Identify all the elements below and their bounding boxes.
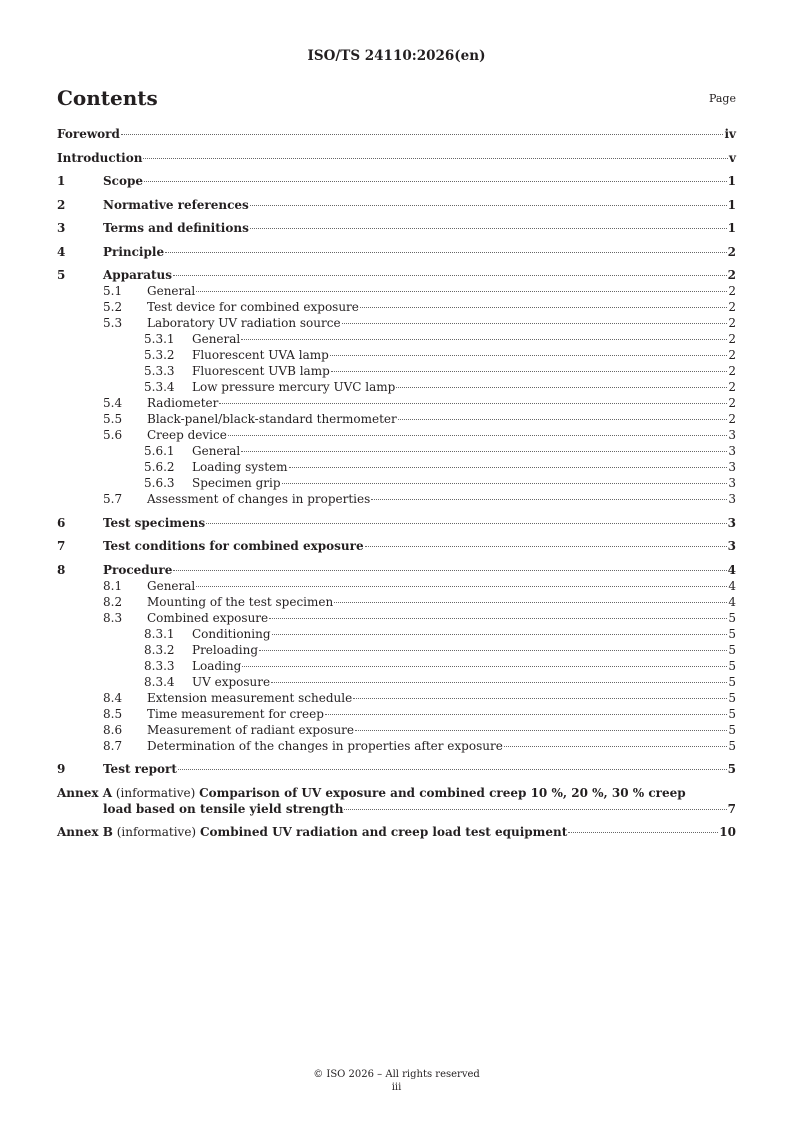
toc-entry-page: 2 <box>728 316 736 330</box>
toc-entry-page: 5 <box>728 674 736 689</box>
toc-subsubentry[interactable] <box>57 363 736 379</box>
toc-subentry[interactable] <box>57 315 736 331</box>
annex-id: Annex A <box>57 785 113 800</box>
toc-entry-number: 5.7 <box>103 492 123 506</box>
leader-dots <box>144 181 727 182</box>
toc-entry-label: Measurement of radiant exposure <box>147 722 355 737</box>
leader-dots <box>269 618 727 619</box>
toc-entry-label: Loading system <box>192 460 288 474</box>
toc-entry-number: 8.3 <box>103 610 123 625</box>
toc-entry-test-specimens[interactable] <box>57 515 736 531</box>
toc-entry-page: 2 <box>728 412 736 426</box>
toc-entry-procedure[interactable] <box>57 562 736 578</box>
leader-dots <box>504 746 728 747</box>
leader-dots <box>271 682 727 683</box>
annex-id: Annex B <box>57 825 113 839</box>
toc-entry-number: 5.2 <box>103 300 123 314</box>
toc-entry-number: 5.1 <box>103 284 123 298</box>
toc-entry-number: 5.6.1 <box>144 444 175 458</box>
toc-entry-number: 3 <box>57 221 66 235</box>
toc-entry-page: 5 <box>728 642 736 657</box>
leader-dots <box>568 832 718 833</box>
toc-entry-annex-b[interactable] <box>57 824 736 840</box>
toc-entry-number: 5.6 <box>103 428 123 442</box>
toc-entry-page: 3 <box>728 444 736 458</box>
toc-entry-label: Test device for combined exposure <box>147 300 359 314</box>
leader-dots <box>219 403 727 404</box>
toc-entry-number: 8.1 <box>103 578 123 593</box>
toc-entry-label: Black-panel/black-standard thermometer <box>147 412 397 426</box>
leader-dots <box>173 570 726 571</box>
toc-entry-page: 5 <box>728 706 736 721</box>
toc-entry-number: 5 <box>57 268 66 282</box>
leader-dots <box>282 483 728 484</box>
leader-dots <box>325 714 727 715</box>
toc-entry-test-report[interactable] <box>57 761 736 777</box>
toc-entry-label: Radiometer <box>147 396 219 410</box>
toc-entry-page: 2 <box>727 244 736 259</box>
toc-entry-number: 2 <box>57 197 66 212</box>
toc-entry-page: 5 <box>728 658 736 673</box>
toc-subentry[interactable] <box>57 610 736 626</box>
toc-subsubentry[interactable] <box>57 626 736 642</box>
annex-type: (informative) <box>115 785 196 800</box>
toc-subsubentry[interactable] <box>57 475 736 491</box>
toc-entry-page: 2 <box>727 268 736 282</box>
toc-entry-page: 7 <box>727 801 736 816</box>
toc-entry-page: 2 <box>728 396 736 410</box>
leader-dots <box>196 586 727 587</box>
leader-dots <box>331 371 728 372</box>
annex-title-line2: load based on tensile yield strength <box>103 801 344 816</box>
toc-subsubentry[interactable] <box>57 443 736 459</box>
toc-entry-page: 4 <box>727 562 736 577</box>
toc-subentry[interactable] <box>57 690 736 706</box>
toc-entry-terms-and-definitions[interactable] <box>57 220 736 236</box>
toc-entry-page: 4 <box>728 578 736 593</box>
toc-entry-page: 5 <box>727 762 736 776</box>
toc-entry-label: Preloading <box>192 642 259 657</box>
toc-entry-page: 5 <box>728 610 736 625</box>
toc-entry-label: Combined exposure <box>147 610 269 625</box>
leader-dots <box>355 730 727 731</box>
toc-entry-label: Principle <box>103 244 165 259</box>
toc-entry-number: 4 <box>57 244 66 259</box>
toc-entry-number: 5.6.2 <box>144 460 175 474</box>
toc-subentry[interactable] <box>57 411 736 427</box>
leader-dots <box>334 602 727 603</box>
toc-subentry[interactable] <box>57 395 736 411</box>
toc-entry-label: Specimen grip <box>192 476 281 490</box>
leader-dots <box>228 435 728 436</box>
toc-entry-label: Determination of the changes in properties after exposure <box>147 738 503 753</box>
toc-entry-label: Assessment of changes in properties <box>147 492 371 506</box>
copyright-notice: © ISO 2026 – All rights reserved <box>313 1069 480 1080</box>
toc-entry-label: Loading <box>192 658 242 673</box>
leader-dots <box>342 323 728 324</box>
toc-entry-label: Procedure <box>103 562 173 577</box>
toc-subentry[interactable] <box>57 578 736 594</box>
toc-subsubentry[interactable] <box>57 459 736 475</box>
toc-entry-label: Mounting of the test specimen <box>147 594 334 609</box>
toc-entry-label: Fluorescent UVB lamp <box>192 364 330 378</box>
toc-subsubentry[interactable] <box>57 674 736 690</box>
leader-dots <box>206 523 727 524</box>
toc-subsubentry[interactable] <box>57 379 736 395</box>
toc-entry-label: Creep device <box>147 428 227 442</box>
toc-entry-page: 2 <box>728 380 736 394</box>
toc-entry-label: Foreword <box>57 127 120 141</box>
leader-dots <box>250 205 727 206</box>
toc-entry-label: Extension measurement schedule <box>147 690 353 705</box>
toc-subentry[interactable] <box>57 738 736 754</box>
toc-entry-number: 8.3.4 <box>144 674 175 689</box>
toc-entry-page: 2 <box>728 300 736 314</box>
toc-entry-label: Time measurement for creep <box>147 706 324 721</box>
toc-entry-label: Apparatus <box>103 268 172 282</box>
toc-entry-number: 5.3.3 <box>144 364 175 378</box>
toc-entry-page: 2 <box>728 284 736 298</box>
toc-entry-page: 3 <box>728 492 736 506</box>
toc-entry-number: 8.3.1 <box>144 626 175 641</box>
document-id-header: ISO/TS 24110:2026(en) <box>307 48 486 64</box>
leader-dots <box>371 499 727 500</box>
toc-entry-page: 5 <box>728 690 736 705</box>
toc-entry-number: 1 <box>57 174 66 188</box>
toc-subentry[interactable] <box>57 706 736 722</box>
toc-entry-label: General <box>147 284 196 298</box>
toc-entry-normative-references[interactable] <box>57 197 736 213</box>
toc-entry-page: iv <box>724 127 736 141</box>
leader-dots <box>241 451 727 452</box>
leader-dots <box>196 291 727 292</box>
toc-entry-page: 5 <box>728 738 736 753</box>
toc-entry-label: General <box>192 332 241 346</box>
toc-entry-page: 3 <box>727 539 736 553</box>
toc-entry-label: UV exposure <box>192 674 271 689</box>
toc-entry-number: 9 <box>57 762 66 776</box>
leader-dots <box>165 252 727 253</box>
leader-dots <box>365 546 727 547</box>
toc-entry-number: 5.3.4 <box>144 380 175 394</box>
leader-dots <box>289 467 728 468</box>
toc-entry-page: 3 <box>728 428 736 442</box>
annex-type: (informative) <box>116 825 197 839</box>
toc-entry-label: Scope <box>103 174 144 188</box>
toc-entry-test-conditions[interactable] <box>57 538 736 554</box>
toc-entry-number: 8 <box>57 562 66 577</box>
toc-entry-page: 1 <box>727 174 736 188</box>
toc-entry-number: 8.4 <box>103 690 123 705</box>
toc-entry-annex-a[interactable] <box>57 785 736 817</box>
toc-entry-number: 8.6 <box>103 722 123 737</box>
toc-subsubentry[interactable] <box>57 658 736 674</box>
toc-entry-number: 5.3 <box>103 316 123 330</box>
page-footer <box>0 1068 793 1094</box>
toc-entry-number: 5.3.1 <box>144 332 175 346</box>
toc-entry-label: Normative references <box>103 197 249 212</box>
leader-dots <box>242 666 727 667</box>
toc-entry-page: 3 <box>728 460 736 474</box>
toc-subentry[interactable] <box>57 491 736 507</box>
toc-subsubentry[interactable] <box>57 331 736 347</box>
toc-entry-number: 5.5 <box>103 412 123 426</box>
toc-entry-label: Conditioning <box>192 626 271 641</box>
toc-entry-apparatus[interactable] <box>57 267 736 283</box>
toc-subsubentry[interactable] <box>57 642 736 658</box>
toc-entry-number: 8.3.2 <box>144 642 175 657</box>
toc-entry-foreword[interactable] <box>57 126 736 142</box>
toc-entry-label: Fluorescent UVA lamp <box>192 348 329 362</box>
page-number: iii <box>391 1082 402 1093</box>
leader-dots <box>121 134 724 135</box>
toc-subentry[interactable] <box>57 594 736 610</box>
toc-subentry[interactable] <box>57 722 736 738</box>
leader-dots <box>241 339 727 340</box>
toc-entry-label: Low pressure mercury UVC lamp <box>192 380 396 394</box>
leader-dots <box>178 769 727 770</box>
toc-entry-principle[interactable] <box>57 244 736 260</box>
toc-entry-page: 3 <box>727 515 736 530</box>
toc-entry-page: 3 <box>728 476 736 490</box>
toc-entry-number: 8.3.3 <box>144 658 175 673</box>
toc-entry-number: 6 <box>57 515 66 530</box>
toc-entry-label: Introduction <box>57 150 143 165</box>
toc-entry-page: 2 <box>728 364 736 378</box>
toc-entry-page: 2 <box>728 332 736 346</box>
toc-entry-page: 4 <box>728 594 736 609</box>
toc-entry-label: General <box>147 578 196 593</box>
toc-entry-number: 8.5 <box>103 706 123 721</box>
leader-dots <box>143 158 728 159</box>
leader-dots <box>272 634 728 635</box>
leader-dots <box>396 387 727 388</box>
annex-title: Combined UV radiation and creep load test equipment <box>199 825 568 839</box>
toc-entry-label: Terms and definitions <box>103 221 249 235</box>
toc-entry-page: 5 <box>728 722 736 737</box>
page-title: Contents <box>57 86 158 110</box>
toc-entry-page: 2 <box>728 348 736 362</box>
leader-dots <box>259 650 727 651</box>
toc-entry-label: General <box>192 444 241 458</box>
toc-entry-number: 5.4 <box>103 396 123 410</box>
toc-entry-number: 7 <box>57 539 66 553</box>
toc-entry-page: 5 <box>728 626 736 641</box>
table-of-contents <box>57 126 736 840</box>
leader-dots <box>250 228 727 229</box>
toc-entry-label: Test conditions for combined exposure <box>103 539 364 553</box>
toc-subentry[interactable] <box>57 283 736 299</box>
toc-entry-page: v <box>729 150 736 165</box>
toc-subsubentry[interactable] <box>57 347 736 363</box>
toc-entry-label: Test report <box>103 762 177 776</box>
leader-dots <box>344 809 726 810</box>
toc-subentry[interactable] <box>57 427 736 443</box>
page-column-label: Page <box>708 92 736 105</box>
annex-title-line1: Comparison of UV exposure and combined creep 10 %, 20 %, 30 % creep <box>199 785 686 800</box>
toc-entry-introduction[interactable] <box>57 150 736 166</box>
leader-dots <box>173 275 727 276</box>
toc-subentry[interactable] <box>57 299 736 315</box>
toc-entry-number: 5.6.3 <box>144 476 175 490</box>
toc-entry-page: 1 <box>727 197 736 212</box>
toc-entry-scope[interactable] <box>57 173 736 189</box>
leader-dots <box>353 698 727 699</box>
toc-entry-label: Laboratory UV radiation source <box>147 316 341 330</box>
toc-entry-number: 5.3.2 <box>144 348 175 362</box>
toc-entry-label: Test specimens <box>103 515 206 530</box>
toc-entry-number: 8.7 <box>103 738 123 753</box>
toc-entry-number: 8.2 <box>103 594 123 609</box>
leader-dots <box>360 307 727 308</box>
toc-entry-page: 10 <box>719 825 736 839</box>
leader-dots <box>330 355 728 356</box>
leader-dots <box>398 419 728 420</box>
toc-entry-page: 1 <box>727 221 736 235</box>
